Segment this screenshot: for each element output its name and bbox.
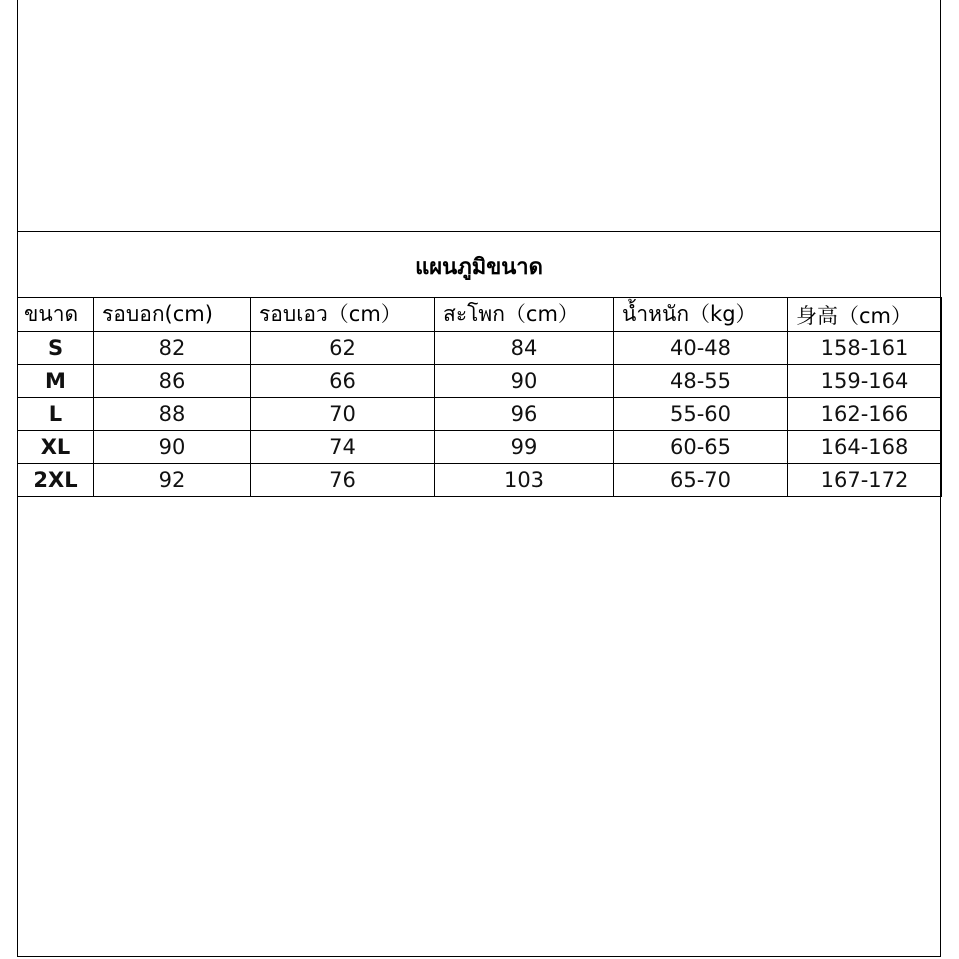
size-cell: M — [18, 365, 94, 398]
size-cell: 2XL — [18, 464, 94, 497]
size-cell: S — [18, 332, 94, 365]
size-cell: L — [18, 398, 94, 431]
height-cell: 164-168 — [788, 431, 942, 464]
weight-cell: 48-55 — [614, 365, 788, 398]
waist-cell: 66 — [251, 365, 435, 398]
chest-cell: 86 — [94, 365, 251, 398]
waist-cell: 76 — [251, 464, 435, 497]
chart-title: แผนภูมิขนาด — [17, 231, 941, 297]
weight-cell: 65-70 — [614, 464, 788, 497]
size-table — [17, 297, 942, 497]
hip-cell: 90 — [435, 365, 614, 398]
table-row — [18, 332, 942, 365]
weight-cell: 40-48 — [614, 332, 788, 365]
table-row — [18, 398, 942, 431]
header-size: ขนาด — [18, 298, 94, 332]
header-height: 身高（cm） — [788, 298, 942, 332]
hip-cell: 84 — [435, 332, 614, 365]
weight-cell: 55-60 — [614, 398, 788, 431]
height-cell: 162-166 — [788, 398, 942, 431]
header-weight: น้ำหนัก（kg） — [614, 298, 788, 332]
chest-cell: 90 — [94, 431, 251, 464]
hip-cell: 103 — [435, 464, 614, 497]
chest-cell: 88 — [94, 398, 251, 431]
header-waist: รอบเอว（cm） — [251, 298, 435, 332]
hip-cell: 99 — [435, 431, 614, 464]
table-row — [18, 431, 942, 464]
size-chart — [17, 231, 941, 497]
header-hip: สะโพก（cm） — [435, 298, 614, 332]
table-row — [18, 365, 942, 398]
waist-cell: 70 — [251, 398, 435, 431]
height-cell: 158-161 — [788, 332, 942, 365]
waist-cell: 62 — [251, 332, 435, 365]
height-cell: 167-172 — [788, 464, 942, 497]
hip-cell: 96 — [435, 398, 614, 431]
weight-cell: 60-65 — [614, 431, 788, 464]
height-cell: 159-164 — [788, 365, 942, 398]
table-row — [18, 464, 942, 497]
chest-cell: 92 — [94, 464, 251, 497]
size-cell: XL — [18, 431, 94, 464]
header-row — [18, 298, 942, 332]
header-chest: รอบอก(cm) — [94, 298, 251, 332]
waist-cell: 74 — [251, 431, 435, 464]
chest-cell: 82 — [94, 332, 251, 365]
